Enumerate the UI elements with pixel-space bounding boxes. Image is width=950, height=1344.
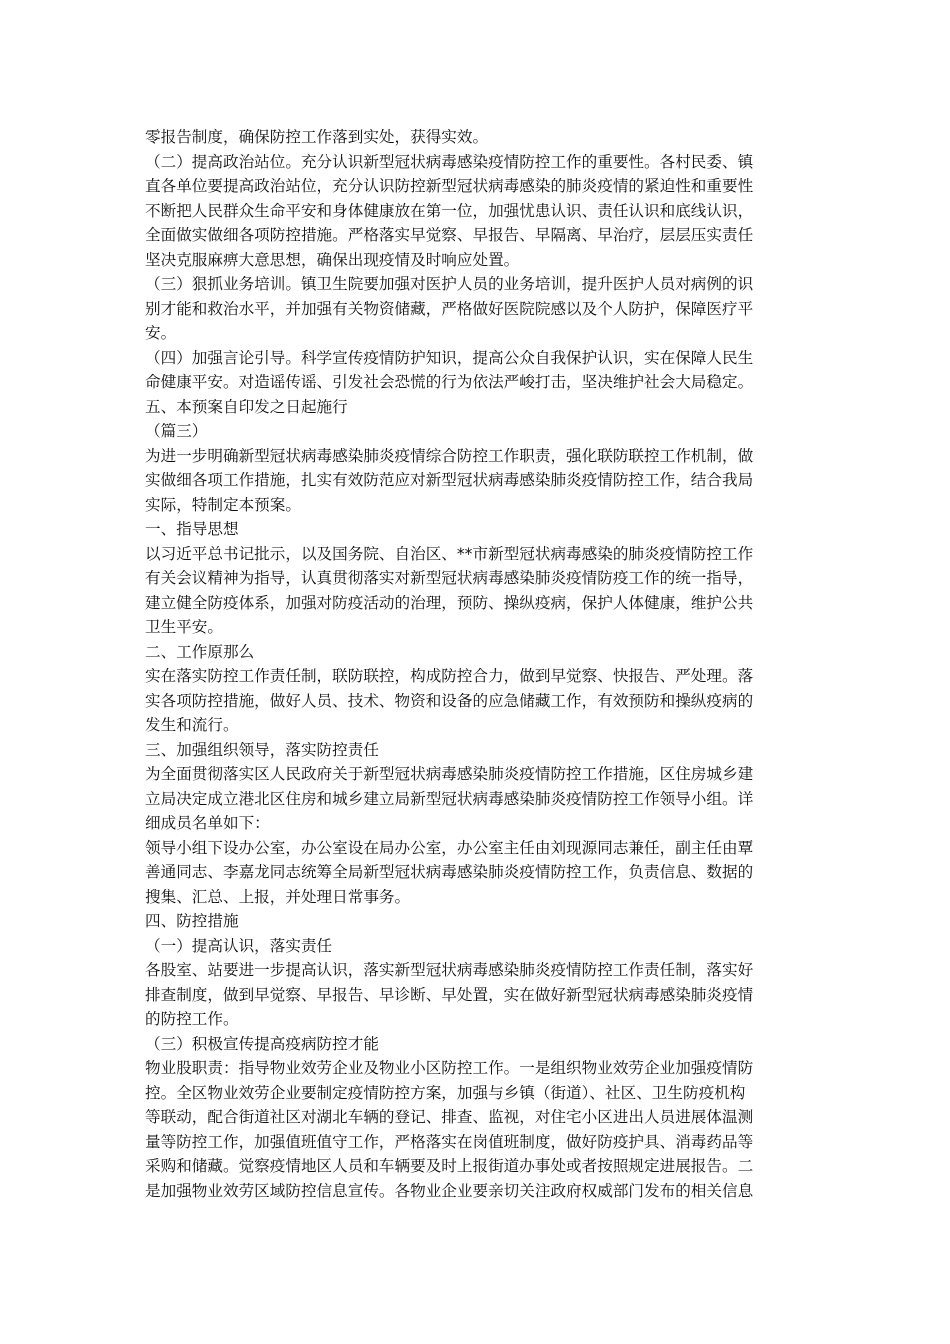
part-heading-3: （篇三） <box>145 422 208 440</box>
section-heading-guiding-ideology: 一、指导思想 <box>145 520 239 538</box>
paragraph-14: 领导小组下设办公室，办公室设在局办公室，办公室主任由刘现源同志兼任，副主任由覃 善通同志、李嘉龙同志统筹全局新型冠状病毒感染肺炎疫情防控工作，负责信息、数据的 搜集、汇总、上报，并处理日常事务。 <box>145 838 754 906</box>
paragraph-9: 以习近平总书记批示，以及国务院、自治区、**市新型冠状病毒感染的肺炎疫情防控工作 有关会议精神为指导，认真贯彻落实对新型冠状病毒感染肺炎疫情防疫工作的统一指导， 建立健全防疫体系，加强对防疫活动的治理，预防、操纵疫病，保护人体健康，维护公共 卫生平安。 <box>145 544 754 636</box>
paragraph-1: 零报告制度，确保防控工作落到实处，获得实效。 <box>145 128 489 146</box>
section-heading-work-principles: 二、工作原那么 <box>145 642 255 661</box>
paragraph-13: 为全面贯彻落实区人民政府关于新型冠状病毒感染肺炎疫情防控工作措施，区住房城乡建 立局决定成立港北区住房和城乡建立局新型冠状病毒感染肺炎疫情防控工作领导小组。详 细成员名单如下： <box>145 765 754 832</box>
section-heading-5: 五、本预案自印发之日起施行 <box>145 397 348 416</box>
subheading-3: （三）积极宣传提高疫病防控才能 <box>145 1034 379 1053</box>
section-heading-measures: 四、防控措施 <box>145 912 239 930</box>
paragraph-19: 物业股职责：指导物业效劳企业及物业小区防控工作。一是组织物业效劳企业加强疫情防 控。全区物业效劳企业要制定疫情防控方案，加强与乡镇（街道）、社区、卫生防疫机构 等联动，配合街道社区对湖北车辆的登记、排查、监视，对住宅小区进出人员进展体温测 量等防控工作，加强值班值守工作，严格落实在岗值班制度，做好防疫护具、消毒药品等 采购和储藏。觉察疫情地区人员和车辆要及时上报街道办事处或者按照规定进展报告。二 是加强物业效劳区域防控信息宣传。各物业企业要亲切关注政府权威部门发布的相关信息 <box>145 1059 754 1200</box>
paragraph-11: 实在落实防控工作责任制，联防联控，构成防控合力，做到早觉察、快报告、严处理。落 实各项防控措施，做好人员、技术、物资和设备的应急储藏工作，有效预防和操纵疫病的 发生和流行。 <box>145 667 754 734</box>
paragraph-17: 各股室、站要进一步提高认识，落实新型冠状病毒感染肺炎疫情防控工作责任制，落实好 排查制度，做到早觉察、早报告、早诊断、早处置，实在做好新型冠状病毒感染肺炎疫情 的防控工作。 <box>145 961 754 1028</box>
paragraph-4: （四）加强言论引导。科学宣传疫情防护知识，提高公众自我保护认识，实在保障人民生 命健康平安。对造谣传谣、引发社会恐慌的行为依法严峻打击，坚决维护社会大局稳定。 <box>145 348 754 391</box>
paragraph-3: （三）狠抓业务培训。镇卫生院要加强对医护人员的业务培训，提升医护人员对病例的识 别才能和救治水平，并加强有关物资储藏，严格做好医院院感以及个人防护，保障医疗平 安。 <box>145 275 754 342</box>
paragraph-2: （二）提高政治站位。充分认识新型冠状病毒感染疫情防控工作的重要性。各村民委、镇 直各单位要提高政治站位，充分认识防控新型冠状病毒感染的肺炎疫情的紧迫性和重要性 不断把人民群众生命平安和身体健康放在第一位，加强忧患认识、责任认识和底线认识， 全面做实做细各项防控措施。严格落实早觉察、早报告、早隔离、早治疗，层层压实责任 坚决克服麻痹大意思想，确保出现疫情及时响应处置。 <box>145 152 754 269</box>
section-heading-organization: 三、加强组织领导，落实防控责任 <box>145 740 379 759</box>
paragraph-7: 为进一步明确新型冠状病毒感染肺炎疫情综合防控工作职责，强化联防联控工作机制，做 实做细各项工作措施，扎实有效防范应对新型冠状病毒感染肺炎疫情防控工作，结合我局 实际，特制定本预案。 <box>145 446 754 514</box>
subheading-1: （一）提高认识，落实责任 <box>145 936 333 955</box>
document-body <box>145 125 815 1203</box>
